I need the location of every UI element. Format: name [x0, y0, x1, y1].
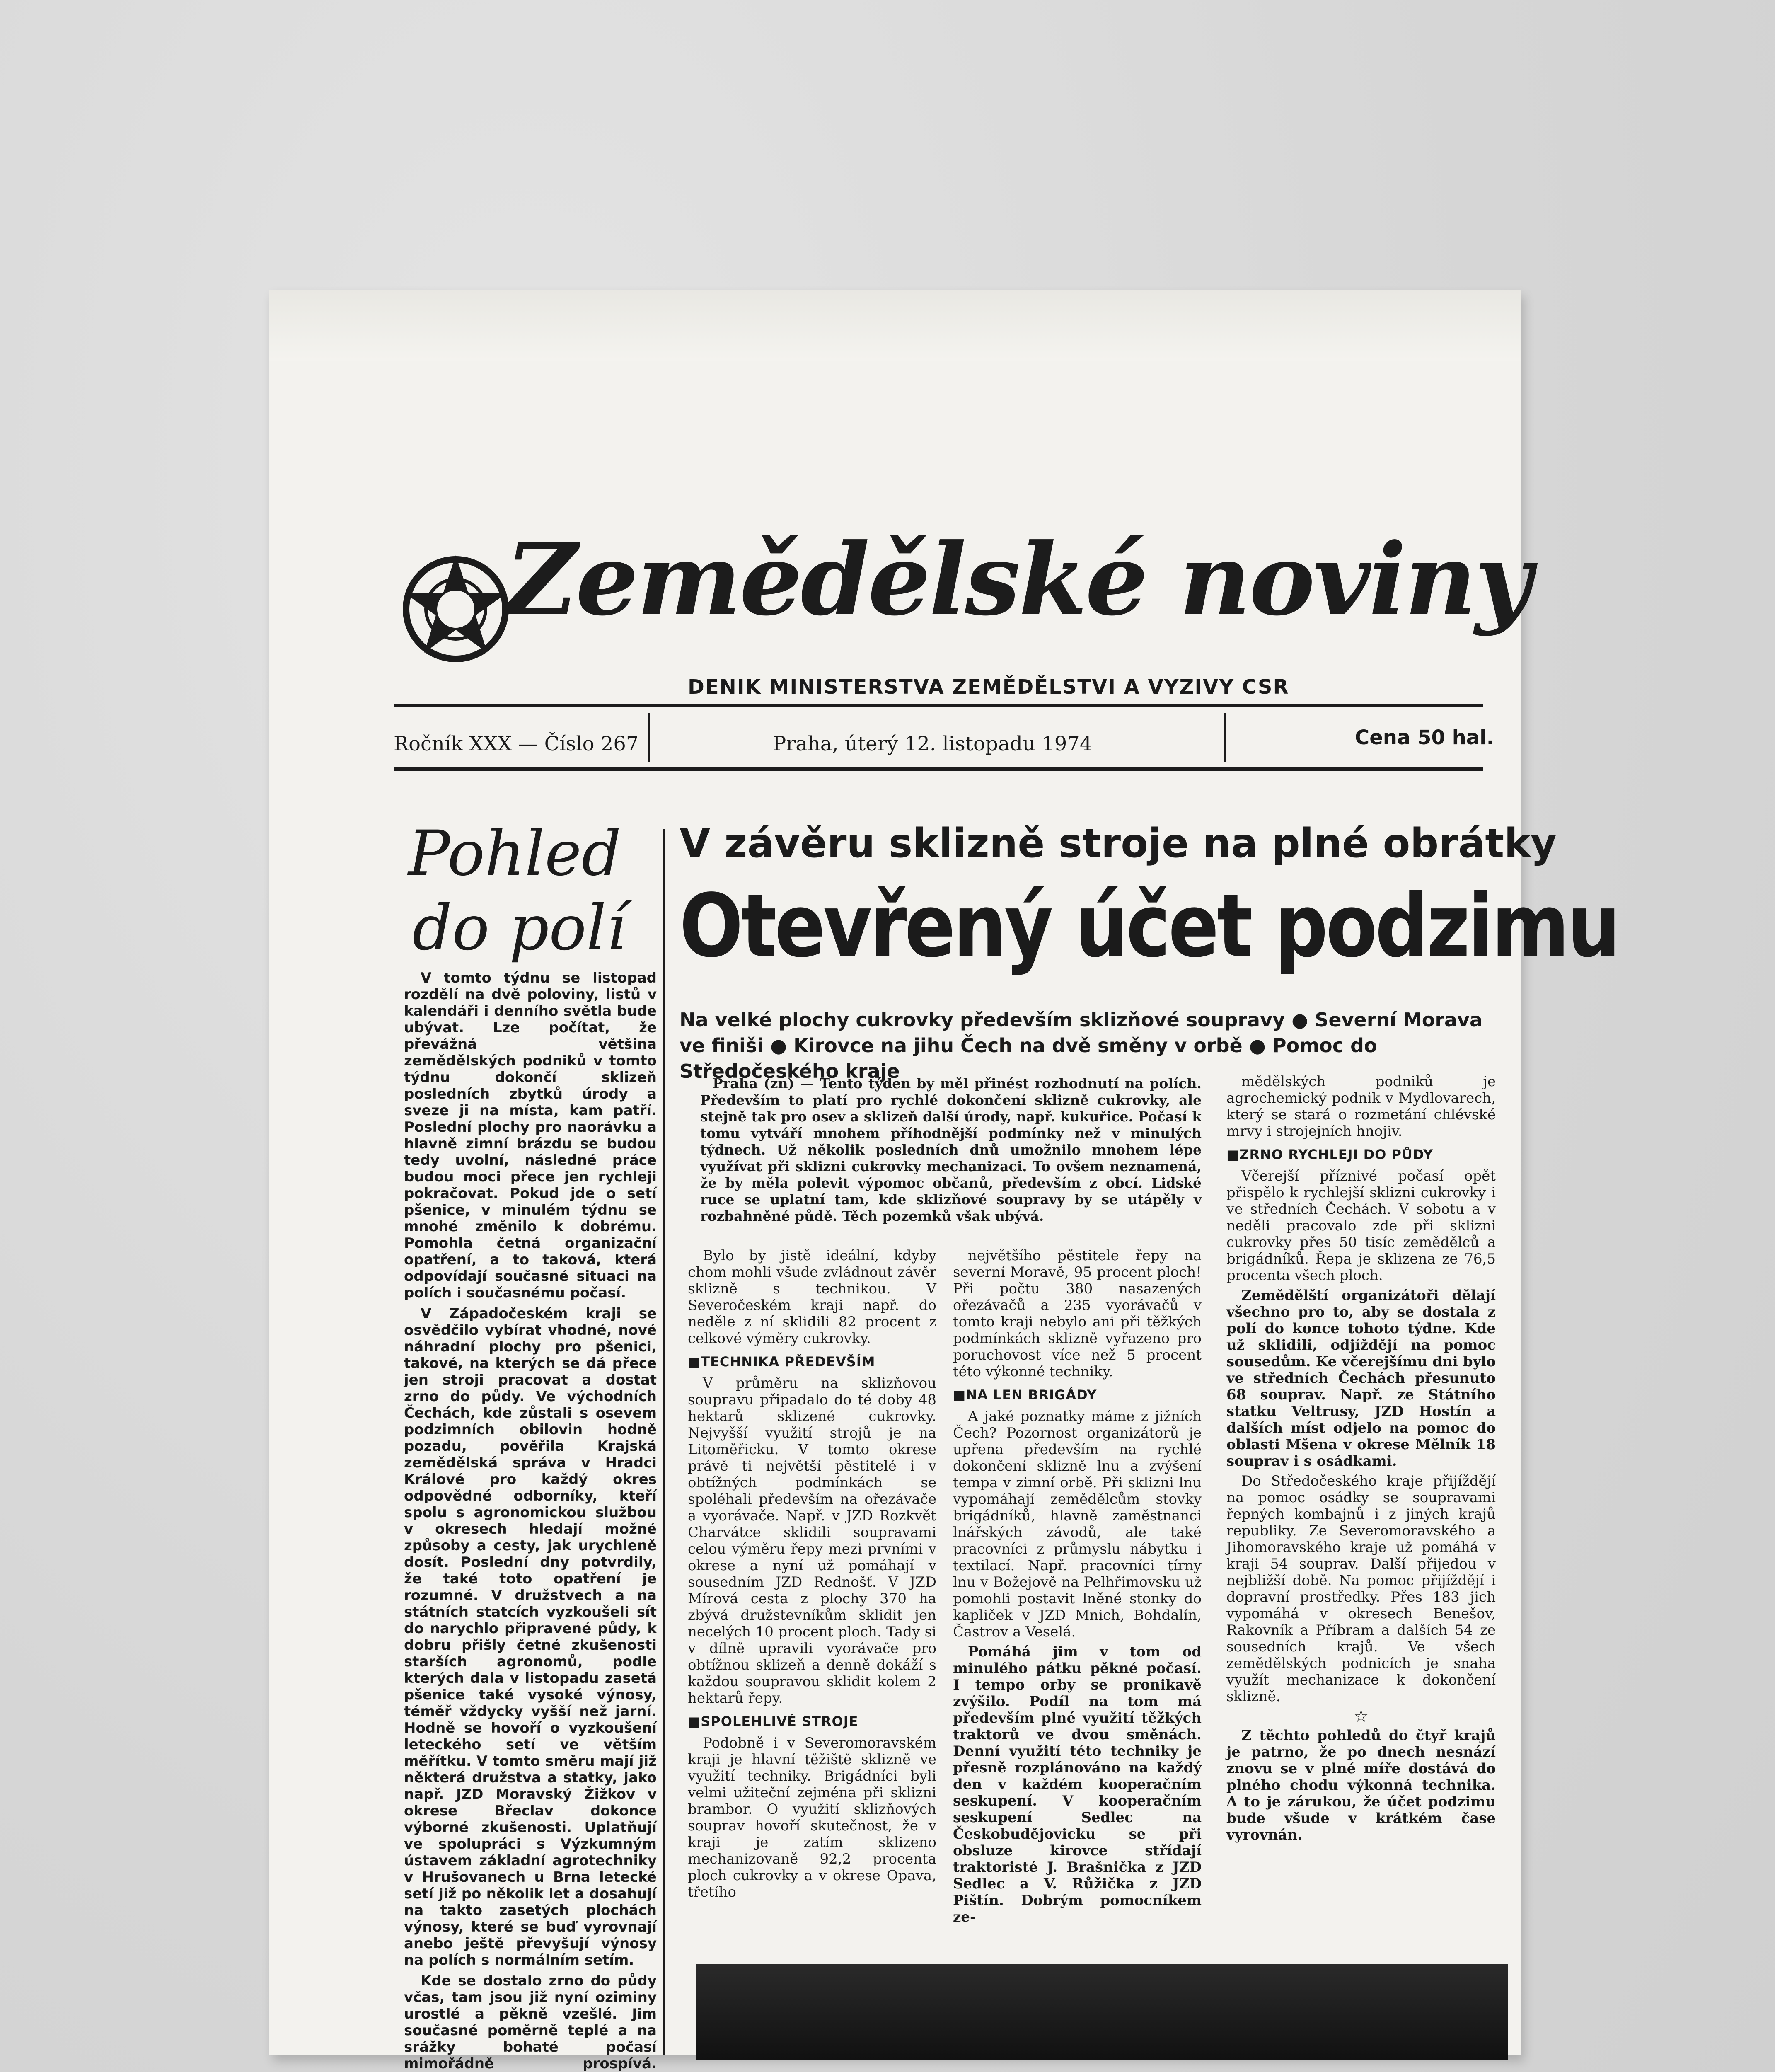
- section-heading: ■ ZRNO RYCHLEJI DO PŮDY: [1226, 1146, 1496, 1163]
- dateline: Praha, úterý 12. listopadu 1974: [773, 732, 1093, 755]
- infobar-divider-2: [1224, 713, 1226, 762]
- newspaper-subtitle: DENIK MINISTERSTVA ZEMĚDĚLSTVI A VYZIVY CSR: [688, 675, 1289, 699]
- masthead-rule-top: [394, 704, 1483, 707]
- article-kicker: V závěru sklizně stroje na plné obrátky: [680, 820, 1557, 867]
- article-paragraph: Zemědělští organizátoři dělají všechno pro to, aby se dostala z polí do konce tohoto týdne. Kde už sklidili, odjíždějí na pomoc sousedům. Ke včerejšímu dni bylo ve středních Čechách přesunuto 68 souprav. Např. ze Státního statku Veltrusy, JZD Hostín a dalších míst odjelo na pomoc do oblasti Mšena v okrese Mělník 18 souprav i s osádkami.: [1226, 1287, 1496, 1469]
- sidebar-heading-line1: Pohled: [408, 818, 621, 890]
- article-headline: Otevřený účet podzimu: [680, 875, 1619, 977]
- article-paragraph: Do Středočeského kraje přijíždějí na pomoc osádky se soupravami řepných kombajnů i z jiných krajů republiky. Ze Severomoravského a Jihomoravského kraje už pomáhá v kraji 54 souprav. Další přijedou v nejbližší době. Na pomoc přijíždějí i dopravní prostředky. Přes 183 jich vypomáhá v okresech Benešov, Rakovník a Příbram a dalších 54 ze sousedních krajů. Ve všech zemědělských podnicích je snaha využít mechanizace k dokončení sklizně.: [1226, 1473, 1496, 1705]
- masthead-rule-bottom: [394, 767, 1483, 771]
- article-paragraph: Podobně i v Severomoravském kraji je hlavní těžiště sklizně ve využití techniky. Brigádníci byli velmi užiteční zejména při sklizni brambor. O využití sklizňových souprav hovoří skutečnost, že v kraji je zatím sklizeno mechanizovaně 92,2 procenta ploch cukrovky a v okrese Opava, třetího: [688, 1735, 936, 1900]
- article-paragraph: největšího pěstitele řepy na severní Moravě, 95 procent ploch! Při počtu 380 nasazených ořezávačů a 235 vyorávačů v tomto kraji nebylo ani při těžkých podmínkách sklizně vyřazeno pro poruchovost více než 5 procent této výkonné techniky.: [953, 1247, 1202, 1380]
- issue-number: Ročník XXX — Číslo 267: [394, 732, 639, 755]
- section-heading: ■ NA LEN BRIGÁDY: [953, 1387, 1202, 1403]
- paper-fold: [269, 290, 1521, 361]
- section-heading: ■ SPOLEHLIVÉ STROJE: [688, 1713, 936, 1730]
- article-paragraph: V průměru na sklizňovou soupravu připadalo do té doby 48 hektarů sklizené cukrovky. Nejvyšší využití strojů je na Litoměřicku. V tomto okrese právě ti největší pěstitelé i v obtížných podmínkách se spoléhali především na ořezávače a vyorávače. Např. v JZD Rozkvět Charvátce sklidili soupravami celou výměru řepy mezi prvními v okrese a nyní už pomáhají v sousedním JZD Rednošť. V JZD Mírová cesta z plochy 370 ha zbývá družstevníkům sklidit jen necelých 10 procent ploch. Tady si v dílně upravili vyorávače pro obtížnou sklizeň a denně dokáží s každou soupravou sklidit kolem 2 hektarů řepy.: [688, 1375, 936, 1706]
- sidebar-column: [404, 818, 657, 2072]
- sidebar-heading-line2: do polí: [412, 892, 626, 964]
- article-column-3: [1226, 1073, 1496, 1964]
- article-paragraph: Včerejší příznivé počasí opět přispělo k rychlejší sklizni cukrovky i ve středních Čechách. V sobotu a v neděli pracovalo zde při sklizni cukrovky přes 50 tisíc zemědělců a brigádníků. Řepa je sklizena ze 76,5 procenta všech ploch.: [1226, 1168, 1496, 1284]
- article-column-2: [953, 1247, 1202, 1973]
- section-heading: ■ TECHNIKA PŘEDEVŠÍM: [688, 1353, 936, 1370]
- star-emblem-icon: [394, 547, 518, 671]
- infobar-divider-1: [648, 713, 650, 762]
- article-photo: [696, 1964, 1508, 2060]
- sidebar-paragraph: Kde se dostalo zrno do půdy včas, tam jsou již nyní oziminy urostlé a pěkně vzešlé. Jim současné poměrně teplé a na srážky bohaté počasí mimořádně prospívá.: [404, 1973, 657, 2072]
- article-paragraph: A jaké poznatky máme z jižních Čech? Pozornost organizátorů je upřena především na rychlé dokončení sklizně lnu a zvýšení tempa v zimní orbě. Při sklizni lnu vypomáhají zemědělcům stovky brigádníků, hlavně zaměstnanci lnářských závodů, ale také pracovníci z průmyslu nábytku i textilací. Např. pracovníci tírny lnu v Božejově na Pelhřimovsku už pomohli postavit lněné stonky do kapliček v JZD Mnich, Bohdalín, Častrov a Veselá.: [953, 1408, 1202, 1640]
- column-divider: [663, 829, 665, 2055]
- price: Cena 50 hal.: [1355, 726, 1494, 749]
- article-paragraph: Z těchto pohledů do čtyř krajů je patrno, že po dnech nesnází znovu se v plné míře dostává do plného chodu výkonná technika. A to je zárukou, že účet podzimu bude všude v krátkém čase vyrovnán.: [1226, 1727, 1496, 1843]
- sidebar-paragraph: V tomto týdnu se listopad rozdělí na dvě poloviny, listů v kalendáři i denního světla bude ubývat. Lze počítat, že převážná většina zemědělských podniků v tomto týdnu dokončí sklizeň posledních zbytků úrody a sveze ji na místa, kam patří. Poslední plochy pro naorávku a hlavně zimní brázdu se budou tedy uvolní, následné práce budou moci přece jen rychleji pokračovat. Pokud jde o setí pšenice, v minulém týdnu se mnohé změnilo k dobrému. Pomohla četná organizační opatření, a to taková, která odpovídají současné situaci na polích i současnému počasí.: [404, 970, 657, 1301]
- star-separator-icon: ☆: [1354, 1707, 1369, 1726]
- sidebar-paragraph: V Západočeském kraji se osvědčilo vybírat vhodné, nové náhradní plochy pro pšenici, takové, na kterých se dá přece jen stroji pracovat a dostat zrno do půdy. Ve východních Čechách, kde zůstali s osevem podzimních obilovin hodně pozadu, pověřila Krajská zemědělská správa v Hradci Králové pro každý okres odpovědné odborníky, kteří spolu s agronomickou službou v okresech hledají možné způsoby a cesty, jak urychleně dosít. Poslední dny potvrdily, že také toto opatření je rozumné. V družstvech a na státních statcích vyzkoušeli sít do narychlo připravené půdy, k dobru přišly četné zkušenosti starších agronomů, podle kterých dala v listopadu zasetá pšenice také vysoké výnosy, téměř vždycky vyšší než jarní. Hodně se hovoří o vyzkoušení leteckého setí ve větším měřítku. V tomto směru mají již některá družstva a statky, jako např. JZD Moravský Žižkov v okrese Břeclav dokonce výborné zkušenosti. Uplatňují ve spolupráci s Výzkumným ústavem základní agrotechniky v Hrušovanech u Brna letecké setí již po několik let a dosahují na takto zasetých plochách výnosy, které se buď vyrovnají anebo ještě převyšují výnosy na polích s normálním setím.: [404, 1305, 657, 1968]
- article-paragraph: Pomáhá jim v tom od minulého pátku pěkné počasí. I tempo orby se pronikavě zvýšilo. Podíl na tom má především plné využití těžkých traktorů ve dvou směnách. Denní využití této techniky je přesně rozplánováno na každý den v každém kooperačním seskupení. V kooperačním seskupení Sedlec na Českobudějovicku se při obsluze kirovce střídají traktoristé J. Brašnička z JZD Sedlec a V. Růžička z JZD Pištín. Dobrým pomocníkem ze-: [953, 1644, 1202, 1925]
- article-lead: Praha (zn) — Tento týden by měl přinést rozhodnutí na polích. Především to platí pro rychlé dokončení sklizně cukrovky, ale stejně tak pro osev a sklizeň další úrody, např. kukuřice. Počasí k tomu vytváří mnohem příhodnější podmínky než v minulých týdnech. Už několik posledních dnů umožnilo mnohem lépe využívat při sklizni cukrovky mechanizaci. To ovšem neznamená, že by měla polevit výpomoc občanů, především z obcí. Lidské ruce se uplatní tam, kde sklizňové soupravy by se utápěly v rozbahněné půdě. Těch pozemků však ubývá.: [700, 1075, 1202, 1224]
- article-deck: Na velké plochy cukrovky především sklizňové soupravy ● Severní Morava ve finiši ● Kirovce na jihu Čech na dvě směny v orbě ● Pomoc do Středočeského kraje: [680, 1009, 1483, 1082]
- article-column-1: [688, 1247, 936, 1973]
- article-paragraph: mědělských podniků je agrochemický podnik v Mydlovarech, který se stará o rozmetání chlévské mrvy i strojejních hnojiv.: [1226, 1073, 1496, 1140]
- newspaper-title: Zemědělské noviny: [505, 522, 1531, 638]
- article-paragraph: Bylo by jistě ideální, kdyby chom mohli všude zvládnout závěr sklizně s technikou. V Severočeském kraji např. do neděle z ní sklidili 82 procent z celkové výměry cukrovky.: [688, 1247, 936, 1347]
